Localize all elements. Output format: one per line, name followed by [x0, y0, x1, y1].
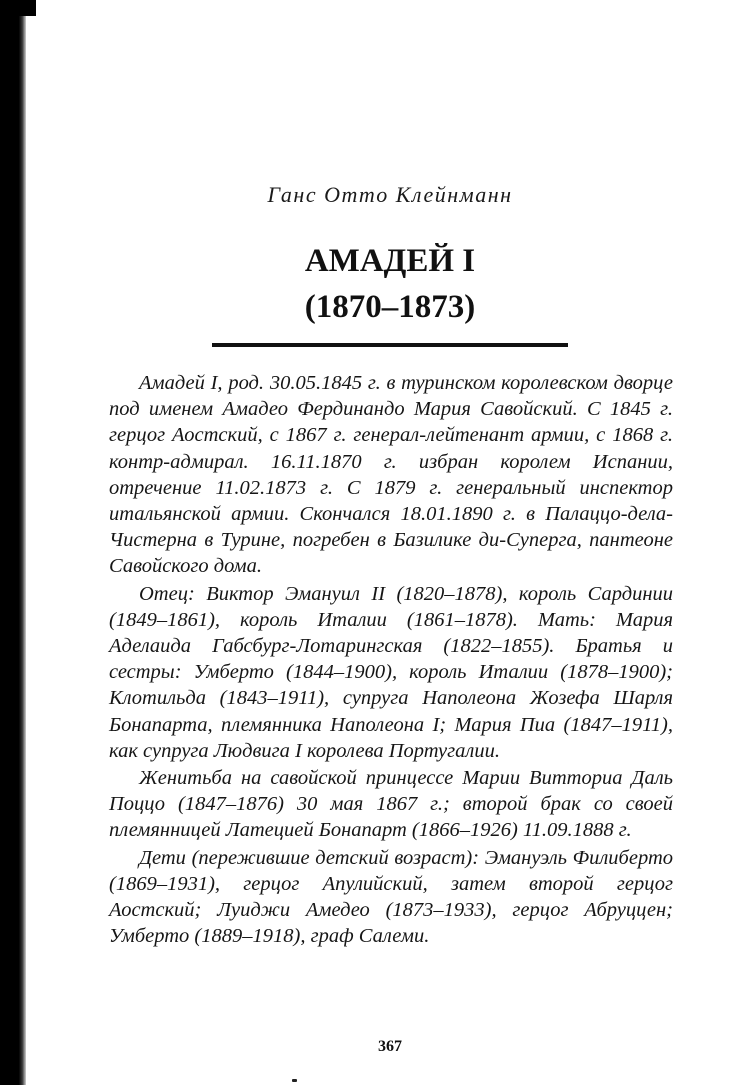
binding-corner	[0, 0, 36, 16]
chapter-title	[110, 238, 670, 330]
title-name: АМАДЕЙ I	[304, 243, 476, 279]
paragraph-marriage: Женитьба на савойской принцессе Марии Витториа Даль Поццо (1847–1876) 30 мая 1867 г.; второй брак со своей племянницей Латецией Бонапарт (1866–1926) 11.09.1888 г.	[109, 767, 673, 842]
paragraph-children: Дети (пережившие детский возраст): Эмануэль Филиберто (1869–1931), герцог Апулийский, затем второй герцог Аостский; Луиджи Амедео (1873–1933), герцог Абруццен; Умберто (1889–1918), граф Салеми.	[109, 846, 673, 948]
paragraph-family: Отец: Виктор Эмануил II (1820–1878), король Сардинии (1849–1861), король Италии (1861–1878). Мать: Мария Аделаида Габсбург-Лотарингская (1822–1855). Братья и сестры: Умберто (1844–1900), король Италии (1878–1900); Клотильда (1843–1911), супруга Наполеона Жозефа Шарля Бонапарта, племянника Наполеона I; Мария Пиа (1847–1911), как супруга Людвига I королева Португалии.	[109, 582, 673, 762]
body-text	[109, 370, 673, 949]
book-binding-shadow	[0, 0, 26, 1085]
paragraph-biography: Амадей I, род. 30.05.1845 г. в туринском королевском дворце под именем Амадео Фердинандо Мария Савойский. С 1845 г. герцог Аостский, с 1867 г. генерал-лейтенант армии, с 1868 г. контр-адмирал. 16.11.1870 г. избран королем Испании, отречение 11.02.1873 г. С 1879 г. генеральный инспектор итальянской армии. Скончался 18.01.1890 г. в Палаццо-дела-Чистерна в Турине, погребен в Базилике ди-Суперга, пантеоне Савойского дома.	[109, 372, 673, 578]
title-years: (1870–1873)	[304, 289, 476, 325]
scan-speck	[292, 1079, 297, 1082]
title-rule	[212, 343, 568, 347]
author-name: Ганс Отто Клейнманн	[267, 182, 513, 207]
page-number: 367	[378, 1038, 402, 1055]
